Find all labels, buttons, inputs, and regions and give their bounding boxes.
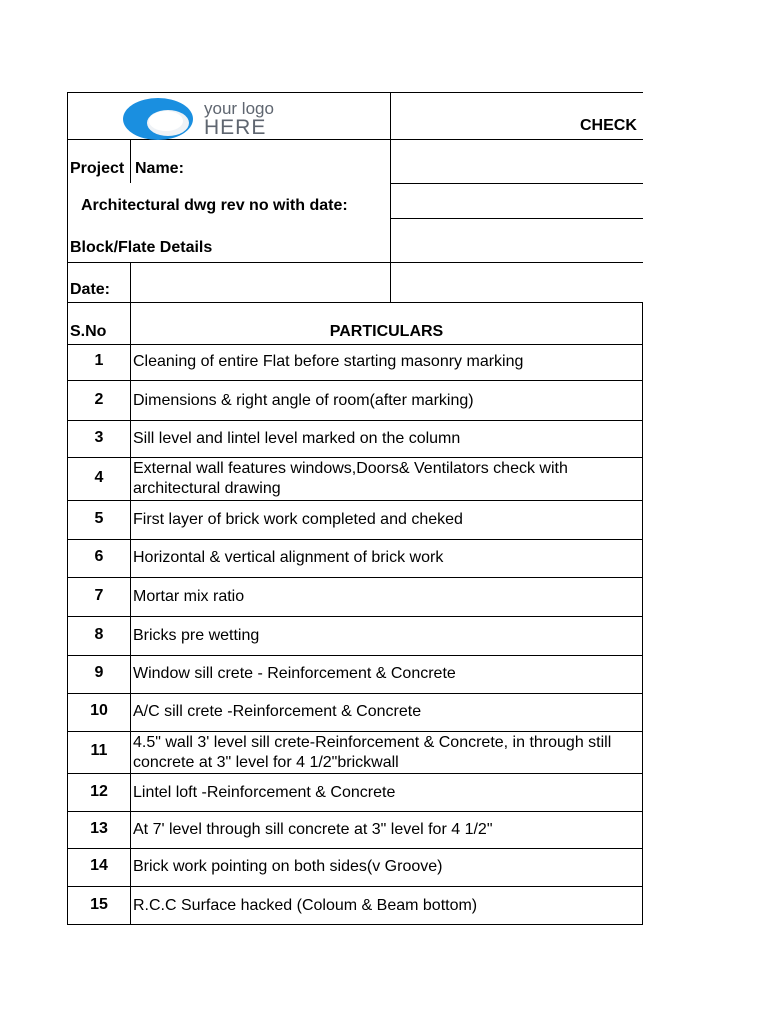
grid-line [390, 183, 643, 184]
row-particular: Sill level and lintel level marked on the column [133, 430, 461, 447]
grid-line [67, 924, 643, 925]
row-particular: Dimensions & right angle of room(after marking) [133, 392, 474, 409]
logo-mark-icon [122, 97, 198, 143]
row-number: 5 [94, 510, 104, 527]
row-particular: Cleaning of entire Flat before starting masonry marking [133, 353, 524, 370]
row-particular: At 7' level through sill concrete at 3" level for 4 1/2" [133, 821, 493, 838]
row-number: 10 [90, 702, 108, 719]
logo-text-line1: your logo [204, 99, 274, 118]
row-particular: Brick work pointing on both sides(v Groove) [133, 858, 443, 875]
row-number: 6 [94, 548, 104, 565]
particulars-column-header: PARTICULARS [329, 323, 444, 340]
grid-line [67, 420, 643, 421]
grid-line [67, 500, 643, 501]
row-particular: Lintel loft -Reinforcement & Concrete [133, 784, 396, 801]
name-label: Name: [135, 160, 184, 177]
grid-line [67, 731, 643, 732]
grid-line [67, 380, 643, 381]
grid-line [67, 262, 643, 263]
row-particular: Bricks pre wetting [133, 627, 260, 644]
block-flate-label: Block/Flate Details [70, 239, 213, 256]
grid-line [67, 693, 643, 694]
row-number: 7 [94, 587, 104, 604]
grid-line [67, 539, 643, 540]
grid-line [67, 577, 643, 578]
grid-line [67, 457, 643, 458]
grid-line [390, 218, 643, 219]
row-number: 3 [94, 429, 104, 446]
project-label: Project [70, 160, 125, 177]
company-logo [122, 97, 312, 143]
row-particular: A/C sill crete -Reinforcement & Concrete [133, 703, 422, 720]
row-number: 11 [90, 742, 108, 759]
row-particular: Mortar mix ratio [133, 588, 245, 605]
grid-line [67, 92, 643, 93]
row-number: 2 [94, 391, 104, 408]
grid-line [390, 92, 391, 302]
row-particular: 4.5" wall 3' level sill crete-Reinforcement & Concrete, in through still concrete at 3" level for 4 1/2"brickwall [133, 734, 612, 771]
grid-line [67, 344, 643, 345]
row-particular: Horizontal & vertical alignment of brick work [133, 549, 444, 566]
row-particular: R.C.C Surface hacked (Coloum & Beam bottom) [133, 897, 478, 914]
date-label: Date: [70, 281, 111, 298]
row-number: 15 [90, 896, 108, 913]
grid-line [130, 139, 131, 183]
logo-text-line2: HERE [204, 116, 267, 139]
row-number: 13 [90, 820, 108, 837]
row-number: 14 [90, 857, 108, 874]
row-number: 9 [94, 664, 104, 681]
document-title: CHECK [580, 117, 637, 134]
row-particular: Window sill crete - Reinforcement & Concrete [133, 665, 456, 682]
grid-line [67, 302, 643, 303]
grid-line [67, 848, 643, 849]
row-particular: External wall features windows,Doors& Ventilators check with architectural drawing [133, 460, 568, 497]
grid-line [67, 886, 643, 887]
grid-line [130, 262, 131, 925]
grid-line [67, 773, 643, 774]
row-particular: First layer of brick work completed and cheked [133, 511, 463, 528]
row-number: 1 [94, 352, 104, 369]
grid-line [67, 616, 643, 617]
row-number: 8 [94, 626, 104, 643]
grid-line [642, 302, 643, 925]
sno-column-header: S.No [70, 323, 107, 340]
row-number: 12 [90, 783, 108, 800]
architectural-dwg-label: Architectural dwg rev no with date: [81, 197, 348, 214]
grid-line [67, 811, 643, 812]
grid-line [67, 655, 643, 656]
row-number: 4 [94, 469, 104, 486]
